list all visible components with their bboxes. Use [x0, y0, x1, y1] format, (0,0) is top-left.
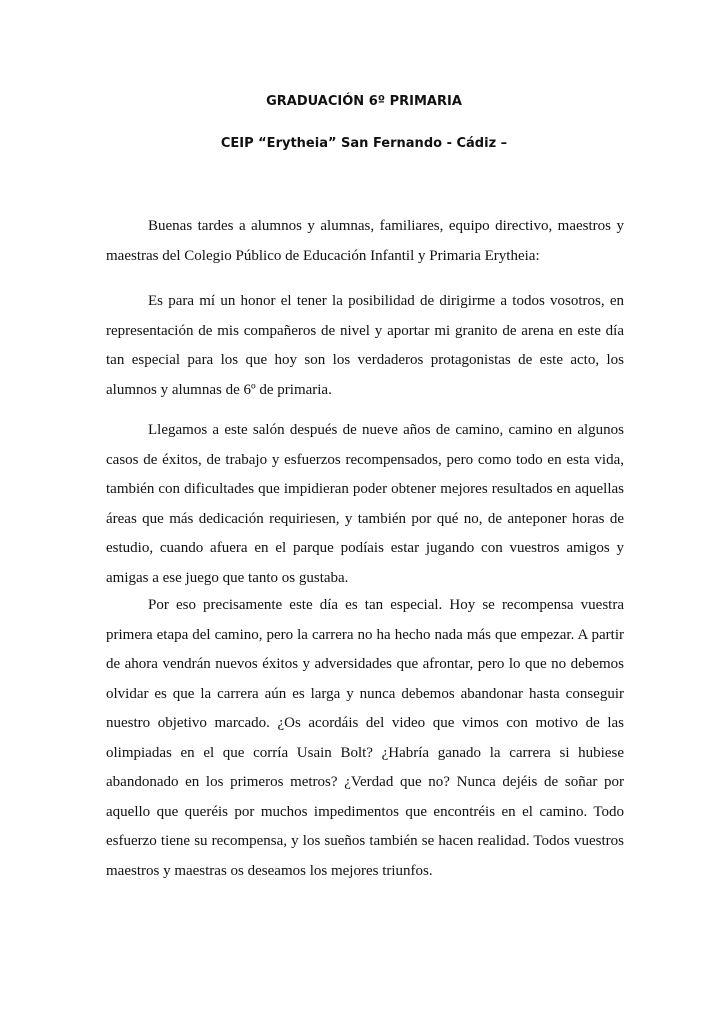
document-title: GRADUACIÓN 6º PRIMARIA [266, 94, 462, 109]
paragraph-journey: Llegamos a este salón después de nueve años de camino, camino en algunos casos de éxitos, de trabajo y esfuerzos recompensados, pero como todo en esta vida, también con dificultades que impidieran poder obtener mejores resultados en aquellas áreas que más dedicación requiriesen, y también por qué no, de anteponer horas de estudio, cuando afuera en el parque podíais estar jugando con vuestros amigos y amigas a ese juego que tanto os gustaba. [106, 422, 624, 586]
paragraph-greeting: Buenas tardes a alumnos y alumnas, familiares, equipo directivo, maestros y maestras del Colegio Público de Educación Infantil y Primaria Erytheia: [106, 218, 624, 264]
paragraph-honor: Es para mí un honor el tener la posibilidad de dirigirme a todos vosotros, en representación de mis compañeros de nivel y aportar mi granito de arena en este día tan especial para los que hoy son los verdaderos protagonistas de este acto, los alumnos y alumnas de 6º de primaria. [106, 293, 624, 398]
document-subtitle: CEIP “Erytheia” San Fernando - Cádiz – [220, 136, 508, 151]
paragraph-special-day: Por eso precisamente este día es tan especial. Hoy se recompensa vuestra primera etapa del camino, pero la carrera no ha hecho nada más que empezar. A partir de ahora vendrán nuevos éxitos y adversidades que afrontar, pero lo que no debemos olvidar es que la carrera aún es larga y nunca debemos abandonar hasta conseguir nuestro objetivo marcado. ¿Os acordáis del video que vimos con motivo de las olimpiadas en el que corría Usain Bolt? ¿Habría ganado la carrera si hubiese abandonado en los primeros metros? ¿Verdad que no? Nunca dejéis de soñar por aquello que queréis por muchos impedimentos que encontréis en el camino. Todo esfuerzo tiene su recompensa, y los sueños también se hacen realidad. Todos vuestros maestros y maestras os deseamos los mejores triunfos. [106, 597, 624, 879]
